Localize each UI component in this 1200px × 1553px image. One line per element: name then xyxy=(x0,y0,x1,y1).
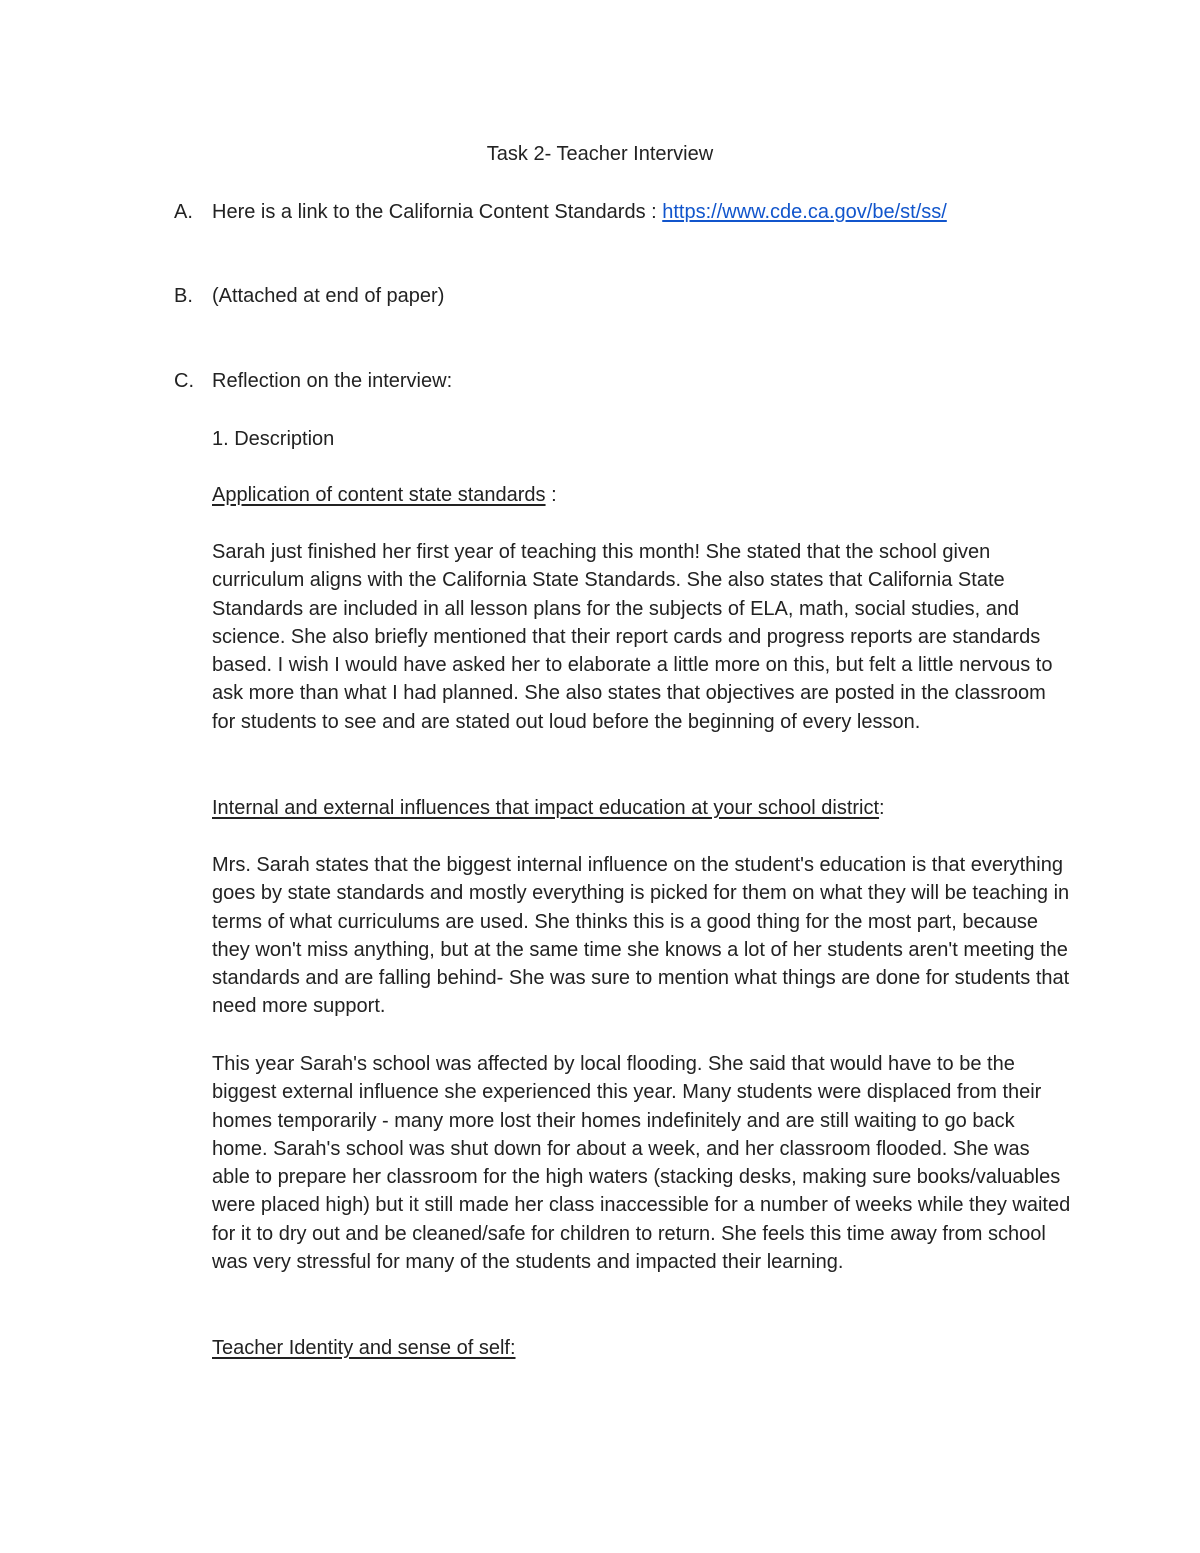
section-heading-suffix: : xyxy=(879,797,885,819)
section-heading-identity xyxy=(212,1335,516,1361)
list-item-b xyxy=(174,283,444,309)
document-title: Task 2- Teacher Interview xyxy=(486,143,714,165)
list-marker: B. xyxy=(174,285,193,307)
list-item-text: Here is a link to the California Content Standards : xyxy=(212,201,663,223)
standards-link[interactable]: https://www.cde.ca.gov/be/st/ss/ xyxy=(662,201,947,223)
section-heading-text: Teacher Identity and sense of self: xyxy=(212,1337,516,1359)
subsection-heading: 1. Description xyxy=(212,428,335,450)
list-marker: A. xyxy=(174,201,193,223)
list-item-text: Reflection on the interview: xyxy=(212,370,453,392)
section-heading-suffix: : xyxy=(545,484,557,506)
paragraph-standards: Sarah just finished her first year of teaching this month! She stated that the school given curriculum aligns with the California State Standards. She also states that California State Standards are included in all lesson plans for the subjects of ELA, math, social studies, and science. She also briefly mentioned that their report cards and progress reports are standards based. I wish I would have asked her to elaborate a little more on this, but felt a little nervous to ask more than what I had planned. She also states that objectives are posted in the classroom for students to see and are stated out loud before the beginning of every lesson. xyxy=(212,541,1053,733)
paragraph-external-influence: This year Sarah's school was affected by local flooding. She said that would have to be the biggest external influence she experienced this year. Many students were displaced from their homes temporarily - many more lost their homes indefinitely and are still waiting to go back home. Sarah's school was shut down for about a week, and her classroom flooded. She was able to prepare her classroom for the high waters (stacking desks, making sure books/valuables were placed high) but it still made her class inaccessible for a number of weeks while they waited for it to dry out and be cleaned/safe for children to return. She feels this time away from school was very stressful for many of the students and impacted their learning. xyxy=(212,1053,1071,1274)
section-heading-text: Internal and external influences that impact education at your school district xyxy=(212,797,880,819)
section-heading-standards xyxy=(212,482,557,508)
list-marker: C. xyxy=(174,370,194,392)
list-item-c xyxy=(174,368,452,394)
list-item-a xyxy=(174,199,947,225)
list-item-text: (Attached at end of paper) xyxy=(212,285,445,307)
section-heading-text: Application of content state standards xyxy=(212,484,546,506)
paragraph-internal-influence: Mrs. Sarah states that the biggest internal influence on the student's education is that everything goes by state standards and mostly everything is picked for them on what they will be teaching in terms of what curriculums are used. She thinks this is a good thing for the most part, because they won't miss anything, but at the same time she knows a lot of her students aren't meeting the standards and are falling behind- She was sure to mention what things are done for students that need more support. xyxy=(212,854,1070,1018)
section-heading-influences xyxy=(212,795,885,821)
